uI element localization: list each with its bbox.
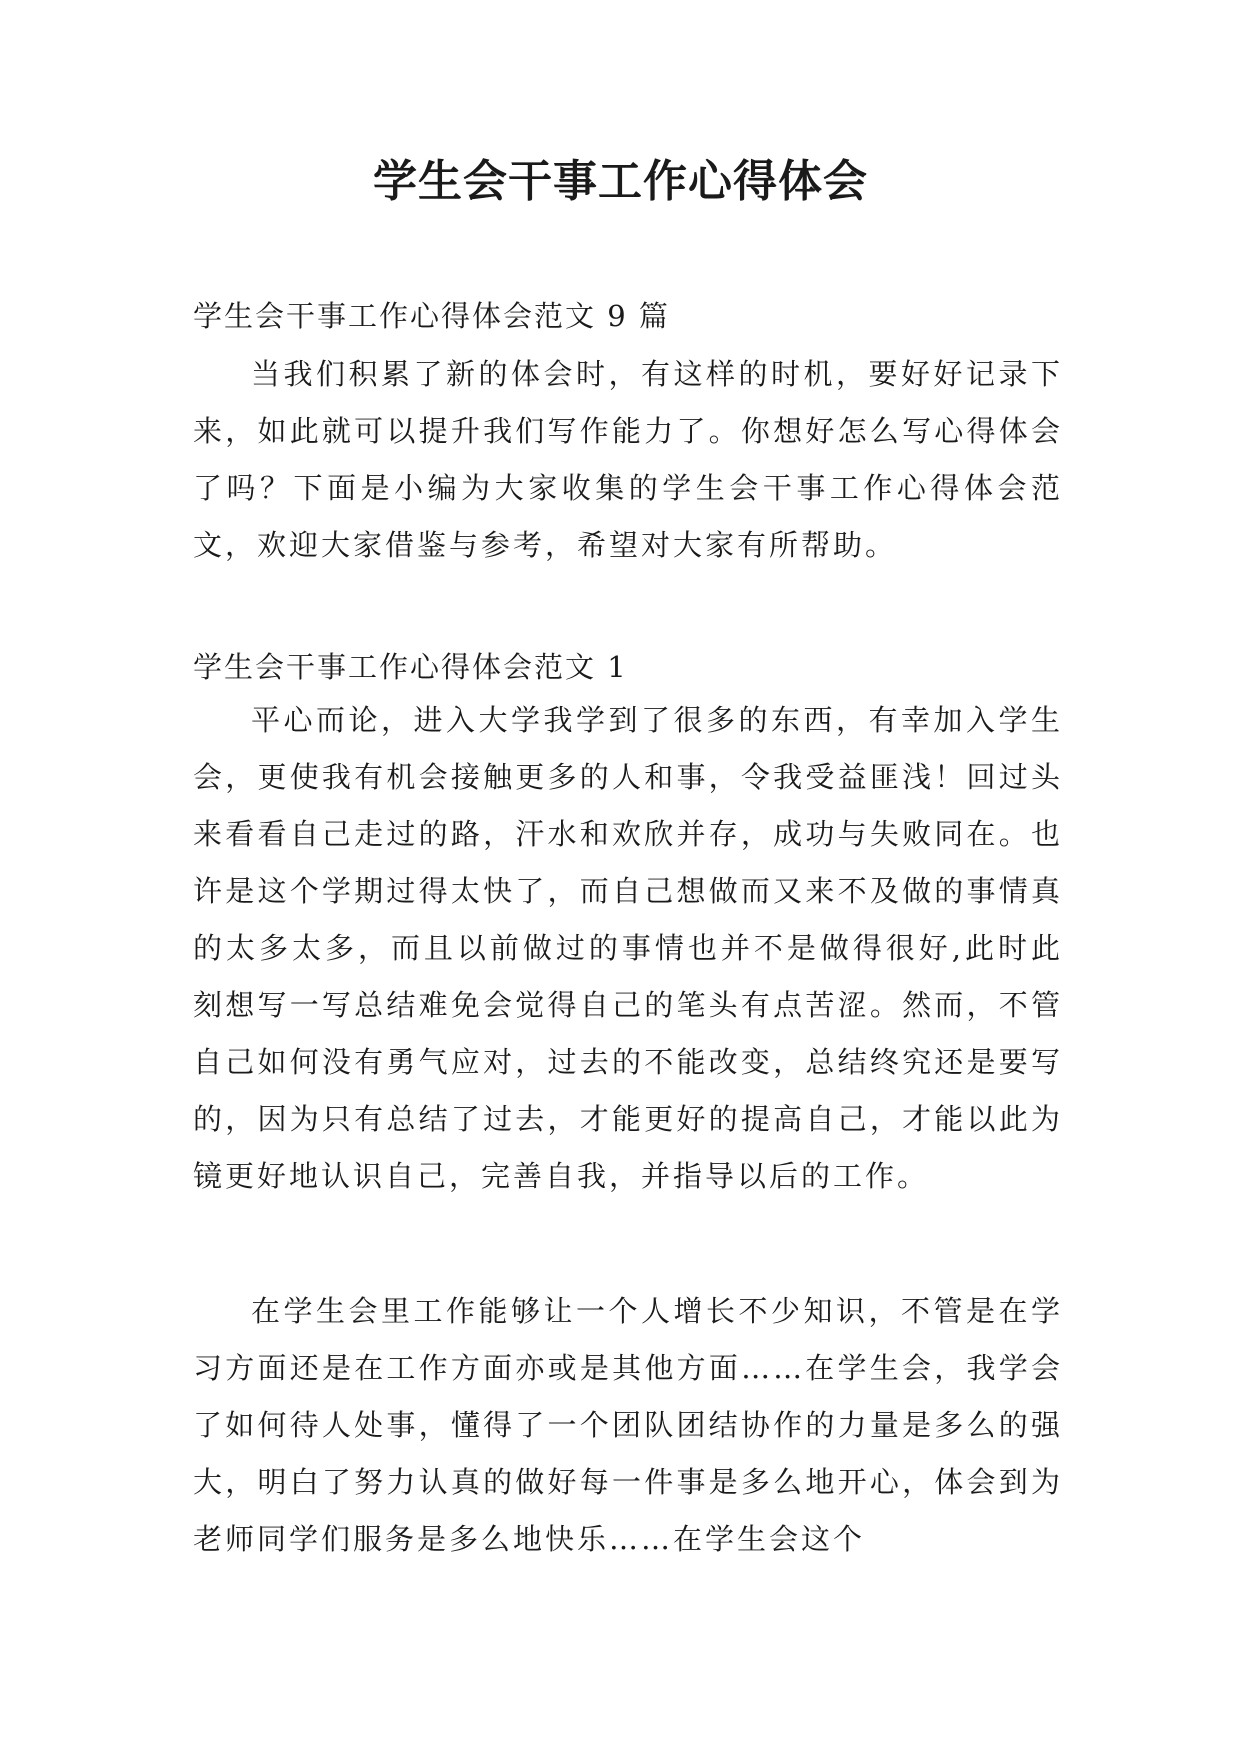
body-paragraph: 平心而论，进入大学我学到了很多的东西，有幸加入学生会，更使我有机会接触更多的人和事，令我受益匪浅！回过头来看看自己走过的路，汗水和欢欣并存，成功与失败同在。也许是这个学期过得太快了，而自己想做而又来不及做的事情真的太多太多，而且以前做过的事情也并不是做得很好,此时此刻想写一写总结难免会觉得自己的笔头有点苦涩。然而，不管自己如何没有勇气应对，过去的不能改变，总结终究还是要写的，因为只有总结了过去，才能更好的提高自己，才能以此为镜更好地认识自己，完善自我，并指导以后的工作。 bbox=[193, 703, 1063, 1193]
document-title: 学生会干事工作心得体会 bbox=[373, 156, 868, 207]
body-paragraph: 在学生会里工作能够让一个人增长不少知识，不管是在学习方面还是在工作方面亦或是其他方面……在学生会，我学会了如何待人处事，懂得了一个团队团结协作的力量是多么的强大，明白了努力认真的做好每一件事是多么地开心，体会到为老师同学们服务是多么地快乐……在学生会这个 bbox=[193, 1294, 1063, 1556]
document-subtitle: 学生会干事工作心得体会范文 9 篇 bbox=[193, 299, 670, 333]
intro-paragraph: 当我们积累了新的体会时，有这样的时机，要好好记录下来，如此就可以提升我们写作能力了。你想好怎么写心得体会了吗？下面是小编为大家收集的学生会干事工作心得体会范文，欢迎大家借鉴与参考，希望对大家有所帮助。 bbox=[193, 357, 1063, 562]
section-heading: 学生会干事工作心得体会范文 1 bbox=[193, 650, 628, 684]
